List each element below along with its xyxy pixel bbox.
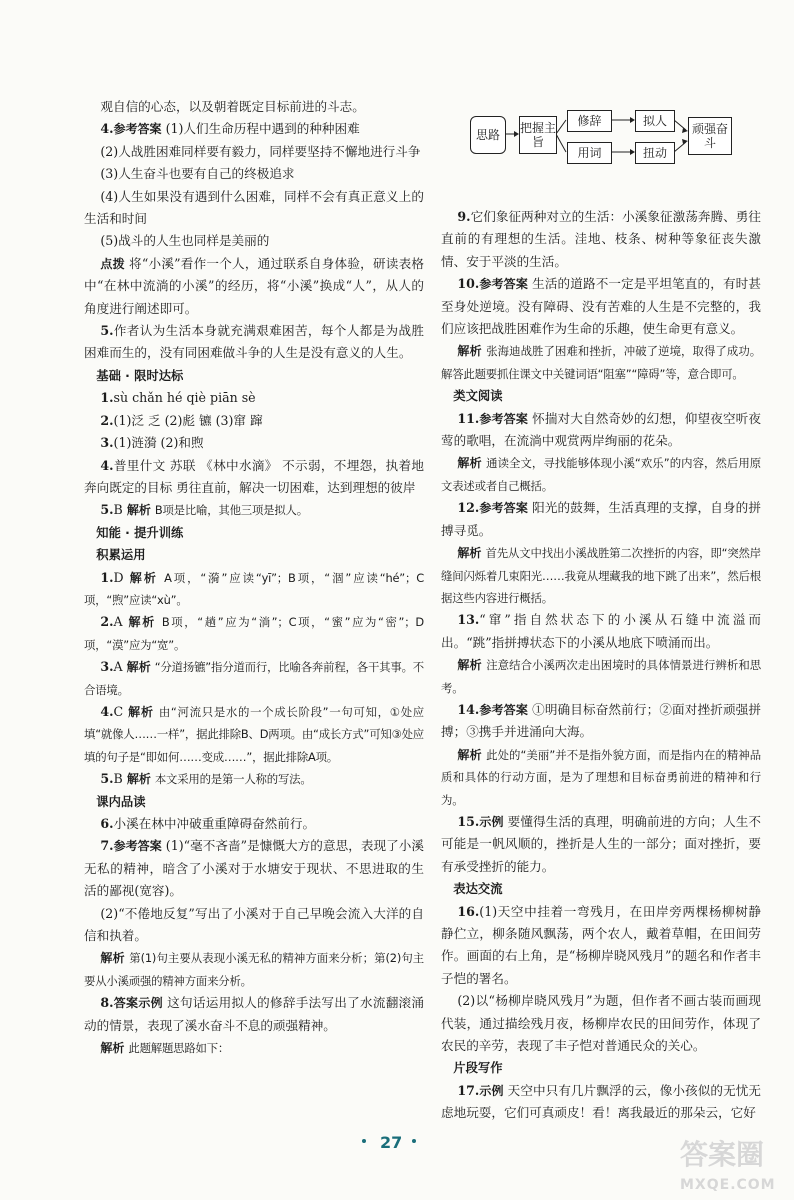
answer-text: ①明确目标奋然前行；②面对挫折顽强拼搏；③携手并进涌向大海。 [441,701,761,740]
answer-item [84,768,424,790]
diagram-start: 思路 [470,116,506,154]
explanation-label: 解析 [457,344,482,359]
explanation-text: A项，“漪”应读“yī”；B项，“涸”应读“hé”；C项，“煦”应读“xù”。 [84,570,424,607]
item-number: 4. [100,121,114,137]
answer-item [441,811,761,878]
item-number: 9. [457,209,471,224]
explanation-label: 解析 [457,546,482,561]
paragraph: 观自信的心态，以及朝着既定目标前进的斗志。 [100,99,365,114]
answer-item [441,452,761,497]
answer-item [84,499,424,521]
explanation-label: 解析 [126,503,151,518]
answer-item [441,609,761,654]
answer-item [84,835,424,902]
paragraph: (2)以“杨柳岸晓风残月”为题，但作者不画古装而画现代装，通过描绘残月夜，杨柳岸农民的田间劳作，体现了农民的辛劳，表现了丰子恺对普通民众的关心。 [441,993,761,1054]
answer-item [84,947,424,992]
paragraph: (2)人战胜困难同样要有毅力，同样要坚持不懈地进行斗争 [100,143,421,159]
paragraph: (4)人生如果没有遇到什么困难，同样不会有真正意义上的生活和时间 [84,188,424,227]
answer-item [441,340,761,385]
answer-item [441,542,761,609]
explanation-label: 解析 [100,1041,125,1056]
item-number: 4. [100,703,114,719]
diagram-center: 把握主旨 [519,116,557,154]
diagram-end: 顽强奋斗 [688,117,732,155]
answer-item [84,611,424,656]
section-heading: 积累运用 [96,548,146,563]
item-number: 14. [457,701,480,717]
answer-item [84,253,424,320]
section-heading: 课内品读 [96,794,146,809]
explanation-text: 此处的“美丽”并不是指外貌方面，而是指内在的精神品质和具体的行动方面，是为了理想和目标奋勇前进的精神和行为。 [441,747,761,807]
item-number: 12. [457,500,480,516]
item-number: 5. [100,502,114,518]
explanation-label: 解析 [457,747,482,762]
explanation-text: 注意结合小溪两次走出困境时的具体情景进行辨析和思考。 [441,658,761,695]
answer-item [84,387,424,409]
answer-label: 参考答案 [479,501,528,516]
explanation-label: 解析 [128,615,157,630]
answer-text: A [113,614,123,630]
item-number: 5. [100,323,114,339]
item-number: 3. [100,435,114,451]
answer-text: (1)人们生命历程中遇到的种种困难 [165,121,360,137]
item-number: 2. [100,614,114,630]
page-number: 27 [380,1133,403,1152]
answer-text: 要懂得生活的真理，明确前进的方向；人生不可能是一帆风顺的，挫折是人生的一部分；面对挫折，要有承受挫折的能力。 [441,813,761,874]
watermark-url: MXQE.COM [680,1177,776,1193]
answer-text: 小溪在林中冲破重重障碍奋然前行。 [113,816,316,831]
answer-label: 参考答案 [113,122,162,137]
page-dot-right [412,1139,416,1143]
section-heading: 知能 · 提升训练 [96,525,184,540]
answer-item [84,455,424,500]
answer-label: 答案示例 [113,996,163,1011]
section-heading: 片段写作 [453,1061,503,1076]
item-number: 2. [100,412,114,428]
answer-text: C [113,703,124,719]
answer-item [84,701,424,768]
answer-text: B [113,502,123,518]
answer-label: 参考答案 [479,702,528,717]
paragraph: (3)人生奋斗也要有自己的终极追求 [100,166,295,182]
item-number: 16. [457,903,480,919]
item-number: 5. [100,771,114,787]
explanation-text: 通读全文，寻找能够体现小溪“欢乐”的内容，然后用原文表述或者自己概括。 [441,456,761,493]
answer-item [441,901,761,991]
item-number: 7. [100,838,114,854]
answer-text: 它们象征两种对立的生活：小溪象征激荡奔腾、勇往直前的有理想的生活。洼地、枝条、树种等象征丧失激情、安于平淡的生活。 [441,209,761,269]
thinking-diagram [470,110,740,194]
answer-item [84,992,424,1037]
diagram-bottom2: 扭动 [635,142,675,164]
item-number: 17. [457,1082,480,1098]
explanation-label: 解析 [100,951,125,966]
answer-label: 参考答案 [113,839,162,854]
answer-text: 天空中只有几片飘浮的云，像小孩似的无忧无虑地玩耍，它们可真顽皮！看！离我最近的那朵云，它好 [441,1082,761,1121]
answer-text: D [113,569,124,585]
explanation-label: 解析 [129,570,158,585]
explanation-text: 此题解题思路如下： [128,1041,230,1056]
answer-text: 怀揣对大自然奇妙的幻想，仰望夜空听夜莺的歌唱，在流淌中观赏两岸绚丽的花朵。 [441,410,761,449]
answer-item [441,273,761,340]
answer-text: 生活的道路不一定是平坦笔直的，有时甚至身处逆境。没有障碍、没有苦难的人生是不完整的，我们应该把战胜困难作为生命的乐趣，使生命更有意义。 [441,276,761,337]
section-heading: 基础 · 限时达标 [96,368,184,383]
answer-text: 将“小溪”看作一个人，通过联系自身体验，研读表格中“在林中流淌的小溪”的经历，将“小溪”换成“人”，从人的角度进行阐述即可。 [84,255,424,316]
answer-text: “窜”指自然状态下的小溪从石缝中流溢而出。“跳”指拼搏状态下的小溪从地底下喷涌而出。 [441,612,761,650]
item-number: 6. [100,816,114,831]
section-heading: 表达交流 [453,882,503,897]
answer-item [84,432,424,454]
page-dot-left [362,1139,366,1143]
answer-label: 点拨 [100,256,125,271]
item-number: 4. [100,457,114,473]
item-number: 13. [457,612,480,628]
explanation-label: 解析 [126,772,151,787]
answer-item [84,656,424,701]
explanation-text: 首先从文中找出小溪战胜第二次挫折的内容，即“突然岸缝间闪烁着几束阳光……我竟从埋藏我的地下跳了出来”，然后根据这些内容进行概括。 [441,546,761,605]
answer-text: 作者认为生活本身就充满艰难困苦，每个人都是为战胜困难而生的，没有同困难做斗争的人生是没有意义的人生。 [84,323,424,361]
explanation-text: 张海迪战胜了困难和挫折，冲破了逆境，取得了成功。解答此题要抓住课文中关键词语“阻塞”“障碍”等，意合即可。 [441,344,761,381]
answer-item [84,813,424,835]
answer-item [441,699,761,744]
answer-item [441,206,761,273]
answer-text: A [113,659,123,675]
item-number: 11. [457,410,480,426]
answer-item [84,567,424,612]
right-column [441,206,761,1125]
explanation-text: B项是比喻，其他三项是拟人。 [154,503,308,518]
explanation-label: 解析 [457,456,482,471]
answer-item [441,497,761,542]
answer-text: (1)天空中挂着一弯残月，在田岸旁两棵杨柳树静静伫立，柳条随风飘荡，两个农人，戴着草帽，在田间劳作。画面的右上角，是“杨柳岸晓风残月”的题名和作者丰子恺的署名。 [441,903,761,986]
item-number: 8. [100,995,114,1011]
answer-item [441,654,761,699]
answer-text: (1)“毫不吝啬”是慷慨大方的意思，表现了小溪无私的精神，暗含了小溪对于水塘安于现状、不思进取的生活的鄙视(宽容)。 [84,838,424,899]
answer-text: (1)泛 乏 (2)彪 镳 (3)窜 蹿 [113,412,263,428]
item-number: 1. [100,569,114,585]
diagram-top: 修辞 [567,110,612,132]
item-number: 15. [457,813,480,829]
answer-item [441,1080,761,1125]
paragraph: (2)“不倦地反复”写出了小溪对于自己早晚会流入大洋的自信和执着。 [84,905,424,944]
answer-label: 参考答案 [479,411,528,426]
answer-item [441,744,761,811]
answer-label: 示例 [479,1083,504,1098]
answer-label: 参考答案 [479,277,528,292]
explanation-text: “分道扬镳”指分道而行，比喻各奔前程，各干其事。不合语境。 [84,660,424,697]
answer-text: 普里什文 苏联 《林中水滴》 不示弱，不埋怨，执着地奔向既定的目标 勇往直前，解决一切困难，达到理想的彼岸 [84,457,424,495]
answer-item [84,320,424,365]
item-number: 3. [100,659,114,675]
diagram-bottom: 用词 [567,142,612,164]
answer-item [84,1037,424,1059]
explanation-text: B项，“趟”应为“淌”；C项，“蜜”应为“密”；D项，“漠”应为“宽”。 [84,615,424,652]
watermark-text: 答案圈 [680,1138,765,1171]
explanation-label: 解析 [457,658,482,673]
diagram-top2: 拟人 [635,110,675,132]
section-heading: 类文阅读 [453,389,503,404]
explanation-text: 第(1)句主要从表现小溪无私的精神方面来分析；第(2)句主要从小溪顽强的精神方面来分析。 [84,951,424,988]
watermark-logo [680,1140,780,1195]
explanation-text: 本文采用的是第一人称的写法。 [154,772,312,787]
item-number: 10. [457,276,480,292]
answer-item [441,408,761,453]
answer-text: sù chǎn hé qiè piān sè [113,390,256,406]
item-number: 1. [100,390,114,406]
left-column [84,96,424,1059]
answer-text: B [113,771,123,787]
answer-text: (1)涟漪 (2)和煦 [113,435,204,451]
answer-item [84,118,424,140]
answer-text: 这句话运用拟人的修辞手法写出了水流翻滚涌动的情景，表现了溪水奋斗不息的顽强精神。 [84,995,425,1033]
explanation-label: 解析 [128,704,154,719]
answer-text: 阳光的鼓舞，生活真理的支撑，自身的拼搏寻觅。 [441,500,761,538]
answer-label: 示例 [479,814,504,829]
explanation-label: 解析 [126,660,151,675]
paragraph: (5)战斗的人生也同样是美丽的 [100,233,270,249]
answer-item [84,410,424,432]
explanation-text: 由“河流只是水的一个成长阶段”一句可知，①处应填“就像人……一样”，据此排除B、D两项。由“成长方式”可知③处应填的句子是“即如何……变成……”，据此排除A项。 [84,704,424,764]
